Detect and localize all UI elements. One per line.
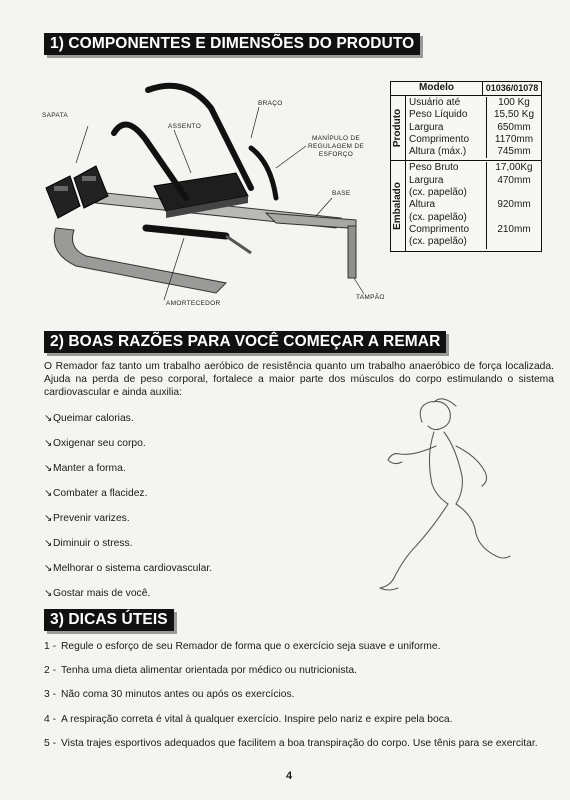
table-row: Altura 920mm bbox=[406, 199, 541, 211]
header-model: Modelo bbox=[391, 82, 483, 95]
list-item: 4 - A respiração correta é vital à qualquer exercício. Inspire pelo nariz e expire pela boca. bbox=[44, 713, 453, 725]
arrow-bullet-icon: ↘ bbox=[44, 538, 53, 549]
arrow-bullet-icon: ↘ bbox=[44, 488, 53, 499]
page-number: 4 bbox=[286, 770, 293, 782]
label-tampao: TAMPÃO bbox=[356, 294, 385, 301]
list-item: 2 - Tenha uma dieta alimentar orientada por médico ou nutricionista. bbox=[44, 665, 357, 677]
group-label: Produto bbox=[391, 109, 403, 148]
table-row: Peso Líquido 15,50 Kg bbox=[406, 109, 541, 121]
header-codes: 01036/01078 bbox=[485, 83, 539, 93]
table-row: Comprimento 1170mm bbox=[406, 134, 541, 146]
list-item: ↘Manter a forma. bbox=[44, 463, 126, 474]
list-item: 3 - Não coma 30 minutos antes ou após os exercícios. bbox=[44, 689, 295, 701]
list-item: ↘Melhorar o sistema cardiovascular. bbox=[44, 563, 213, 574]
spec-table bbox=[390, 81, 542, 252]
label-amortecedor: AMORTECEDOR bbox=[166, 300, 221, 307]
arrow-bullet-icon: ↘ bbox=[44, 438, 53, 449]
arrow-bullet-icon: ↘ bbox=[44, 513, 53, 524]
list-item: 5 - Vista trajes esportivos adequados que facilitem a boa transpiração do corpo. Use tênis para se exercitar. bbox=[44, 737, 538, 749]
label-base: BASE bbox=[332, 190, 351, 197]
table-row: Largura 650mm bbox=[406, 122, 541, 134]
list-item: ↘Diminuir o stress. bbox=[44, 538, 133, 549]
section-title-components: 1) COMPONENTES E DIMENSÕES DO PRODUTO bbox=[44, 33, 420, 55]
group-produto bbox=[391, 96, 541, 160]
table-row: (cx. papelão) bbox=[406, 187, 541, 199]
list-item: ↘Oxigenar seu corpo. bbox=[44, 438, 146, 449]
table-row: (cx. papelão) bbox=[406, 212, 541, 224]
section-title-reasons: 2) BOAS RAZÕES PARA VOCÊ COMEÇAR A REMAR bbox=[44, 331, 446, 353]
group-label: Embalado bbox=[391, 182, 403, 230]
tips-list bbox=[44, 640, 554, 761]
group-embalado bbox=[391, 160, 541, 250]
table-row: Largura 470mm bbox=[406, 175, 541, 187]
rower-illustration bbox=[36, 78, 396, 318]
label-manipulo: MANÍPULO DE REGULAGEM DE ESFORÇO bbox=[308, 135, 364, 158]
label-assento: ASSENTO bbox=[168, 123, 202, 130]
spec-table-header bbox=[391, 82, 541, 96]
list-item: ↘Prevenir varizes. bbox=[44, 513, 130, 524]
arrow-bullet-icon: ↘ bbox=[44, 588, 53, 599]
label-braco: BRAÇO bbox=[258, 100, 283, 107]
table-row: (cx. papelão) bbox=[406, 236, 541, 248]
benefits-list bbox=[44, 412, 212, 612]
arrow-bullet-icon: ↘ bbox=[44, 413, 53, 424]
runner-sketch-icon bbox=[364, 396, 514, 601]
table-row: Peso Bruto 17,00Kg bbox=[406, 162, 541, 174]
arrow-bullet-icon: ↘ bbox=[44, 463, 53, 474]
table-row: Comprimento 210mm bbox=[406, 224, 541, 236]
list-item: ↘Queimar calorias. bbox=[44, 413, 134, 424]
intro-paragraph: O Remador faz tanto um trabalho aeróbico de resistência quanto um trabalho anaeróbico de força localizada. Ajuda na perda de peso corporal, fortalece a maior parte dos músculos do corpo estimulando o sistema cardiovascular e ainda auxilia: bbox=[44, 361, 554, 399]
list-item: ↘Gostar mais de você. bbox=[44, 588, 151, 599]
table-row: Usuário até 100 Kg bbox=[406, 97, 541, 109]
section-title-tips: 3) DICAS ÚTEIS bbox=[44, 609, 174, 631]
list-item: 1 - Regule o esforço de seu Remador de forma que o exercício seja suave e uniforme. bbox=[44, 641, 441, 652]
rower-diagram bbox=[36, 78, 396, 318]
label-sapata: SAPATA bbox=[42, 112, 69, 119]
arrow-bullet-icon: ↘ bbox=[44, 563, 53, 574]
table-row: Altura (máx.) 745mm bbox=[406, 146, 541, 158]
list-item: ↘Combater a flacidez. bbox=[44, 488, 148, 499]
